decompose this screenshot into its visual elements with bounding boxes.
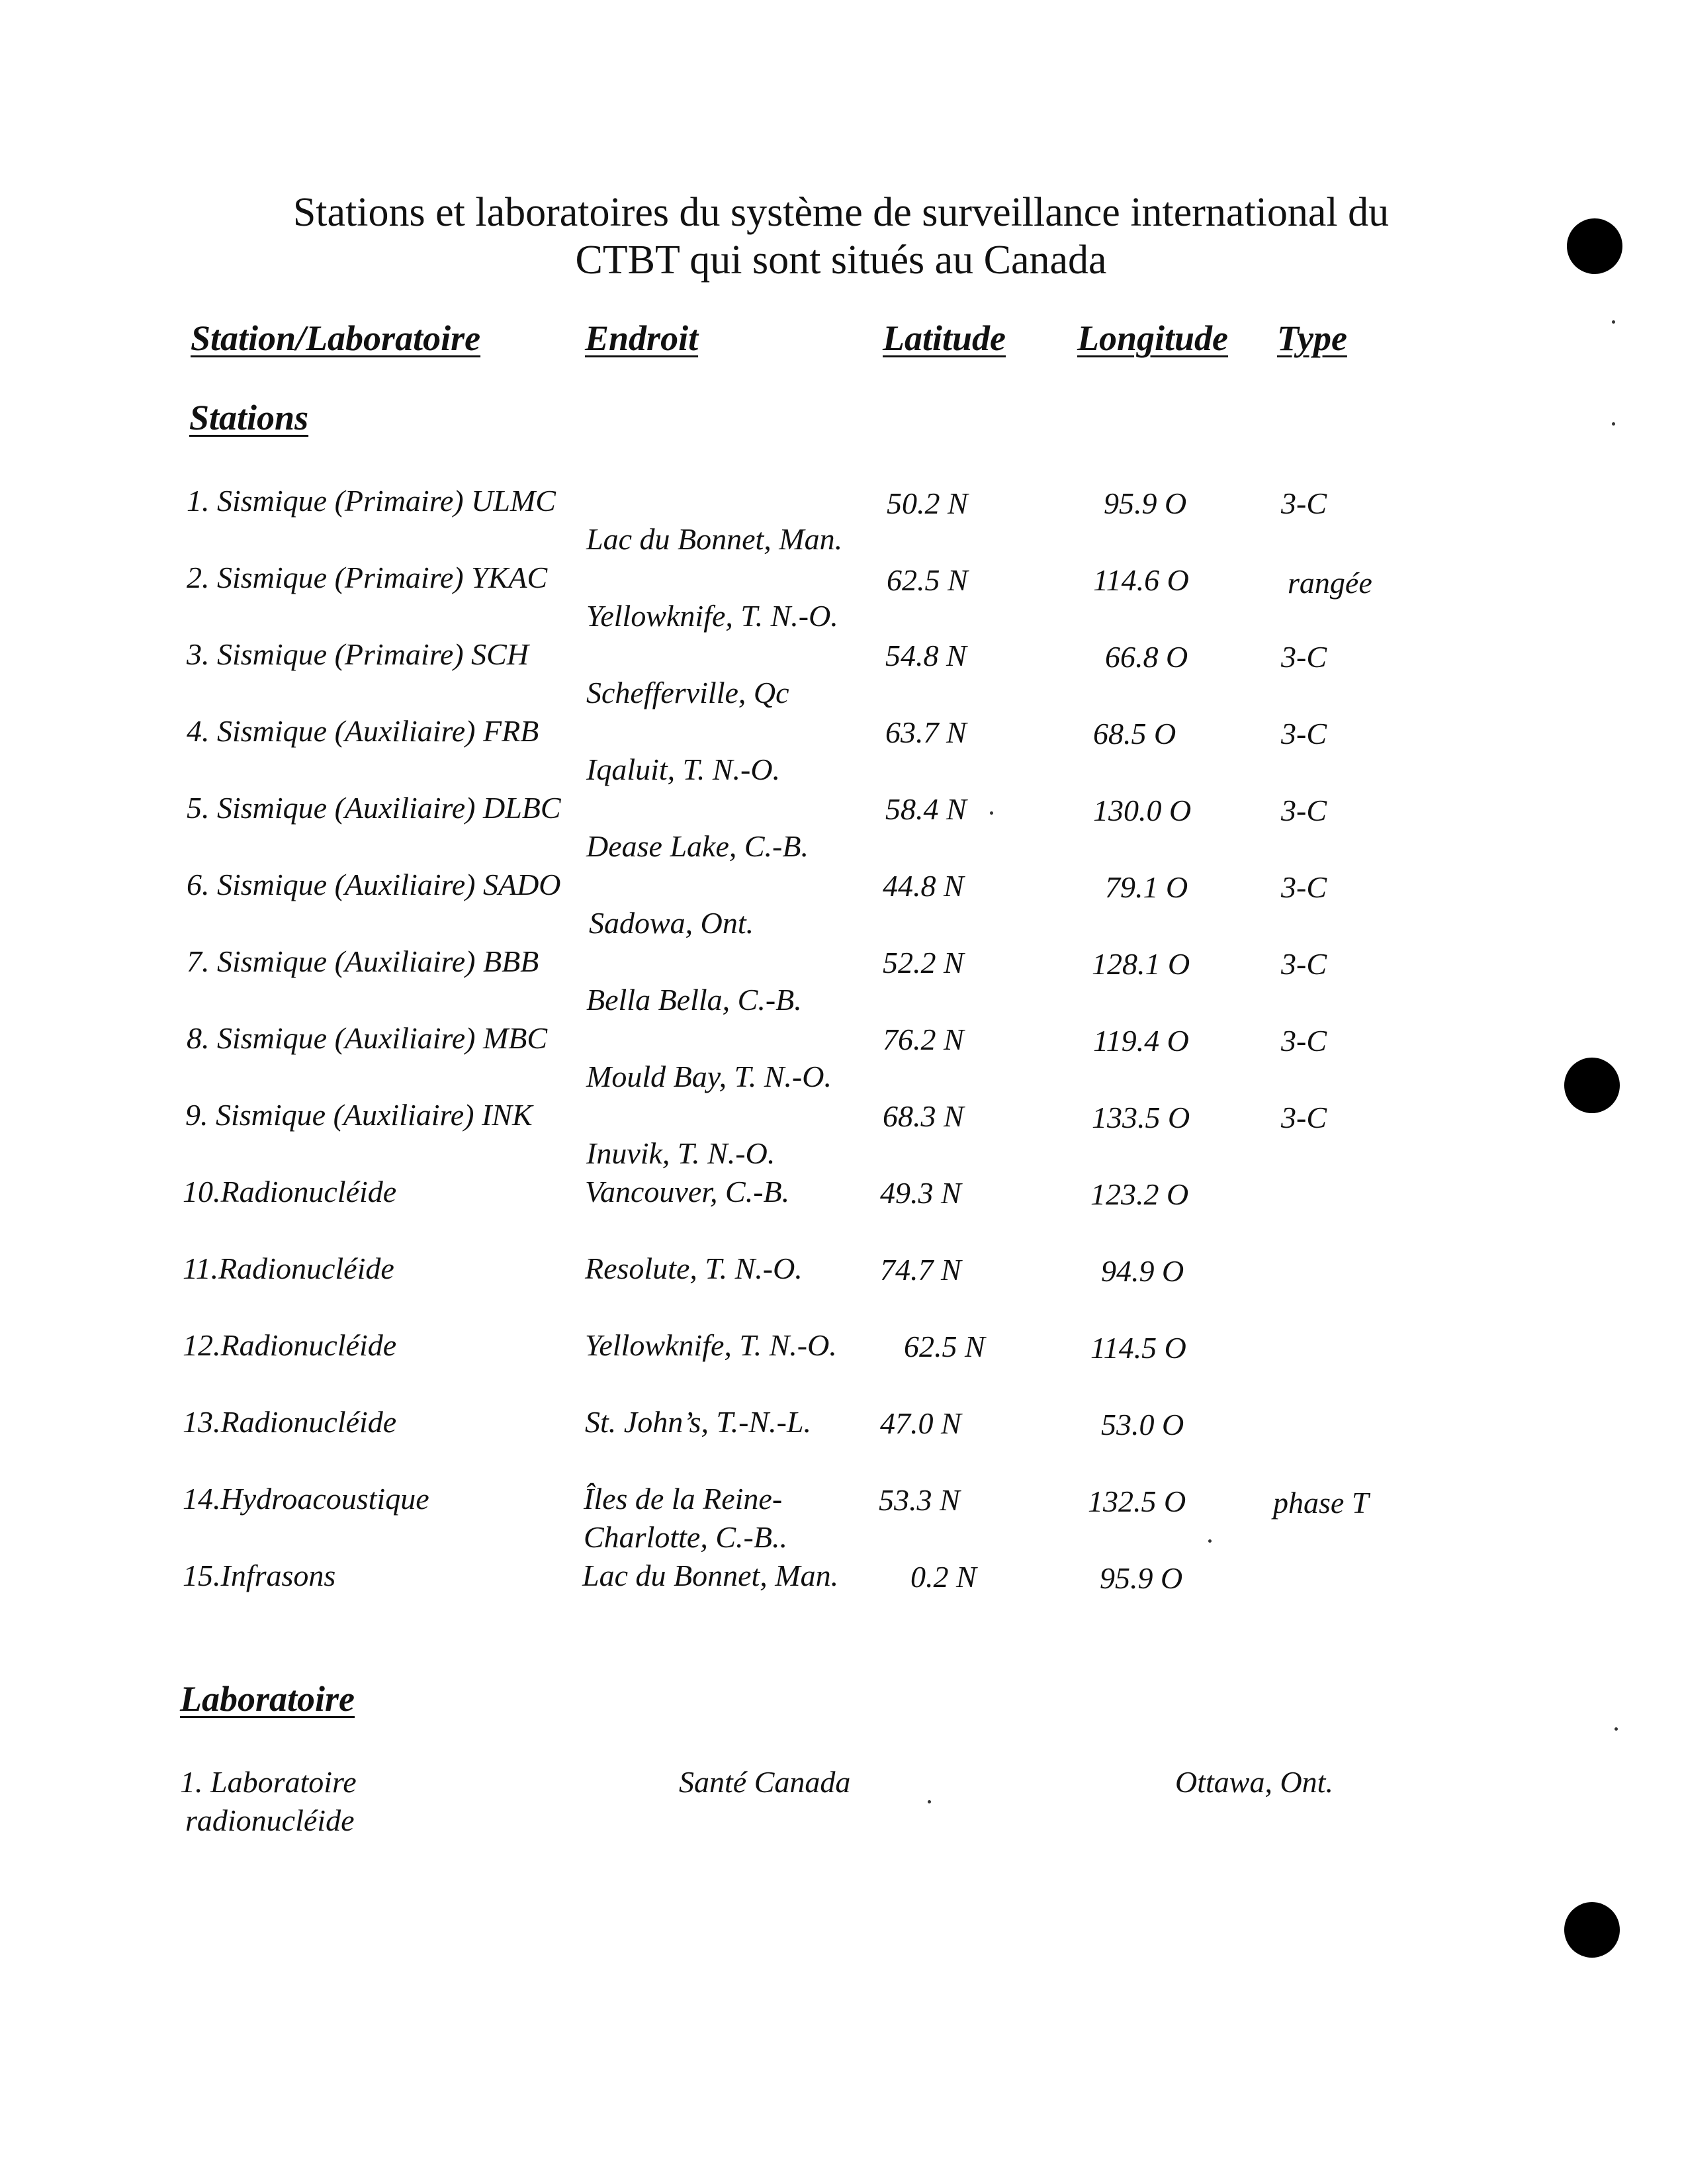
- station-type: 3-C: [1281, 870, 1327, 904]
- binder-hole: [1564, 1902, 1620, 1958]
- station-location: Inuvik, T. N.-O.: [586, 1136, 775, 1170]
- header-type: Type: [1277, 318, 1347, 358]
- station-type: 3-C: [1281, 947, 1327, 981]
- laboratory-heading: Laboratoire: [180, 1679, 355, 1719]
- laboratory-organization: Santé Canada: [679, 1765, 851, 1799]
- station-latitude: 76.2 N: [883, 1023, 964, 1056]
- station-name: 15.Infrasons: [183, 1559, 336, 1592]
- scan-speck: [1208, 1539, 1212, 1543]
- station-name: 9. Sismique (Auxiliaire) INK: [185, 1098, 533, 1132]
- station-name: 3. Sismique (Primaire) SCH: [187, 637, 529, 671]
- station-location: Bella Bella, C.-B.: [586, 983, 802, 1017]
- station-longitude: 79.1 O: [1105, 870, 1188, 904]
- header-longitude: Longitude: [1077, 318, 1229, 358]
- station-name: 10.Radionucléide: [183, 1175, 397, 1208]
- station-latitude: 47.0 N: [880, 1406, 961, 1440]
- station-type: 3-C: [1281, 1024, 1327, 1058]
- station-location: Schefferville, Qc: [586, 676, 789, 709]
- station-name: 11.Radionucléide: [183, 1251, 394, 1285]
- scan-speck: [928, 1800, 931, 1803]
- scan-speck: [1612, 422, 1615, 426]
- station-longitude: 95.9 O: [1100, 1561, 1183, 1595]
- station-type: 3-C: [1281, 717, 1327, 751]
- laboratory-city: Ottawa, Ont.: [1175, 1765, 1333, 1799]
- station-latitude: 44.8 N: [883, 869, 964, 903]
- station-longitude: 123.2 O: [1090, 1177, 1189, 1211]
- station-name: 7. Sismique (Auxiliaire) BBB: [187, 944, 539, 978]
- scan-speck: [990, 811, 993, 815]
- station-location-line-2: Charlotte, C.-B..: [584, 1520, 787, 1554]
- station-longitude: 66.8 O: [1105, 640, 1188, 674]
- station-location: Lac du Bonnet, Man.: [586, 522, 843, 556]
- station-name: 4. Sismique (Auxiliaire) FRB: [187, 714, 539, 748]
- station-longitude: 119.4 O: [1093, 1024, 1189, 1058]
- station-longitude: 133.5 O: [1092, 1101, 1190, 1134]
- station-name: 13.Radionucléide: [183, 1405, 397, 1439]
- station-latitude: 62.5 N: [887, 563, 968, 597]
- station-longitude: 130.0 O: [1093, 794, 1192, 827]
- station-name: 5. Sismique (Auxiliaire) DLBC: [187, 791, 561, 825]
- binder-hole: [1564, 1058, 1620, 1113]
- station-longitude: 128.1 O: [1092, 947, 1190, 981]
- page-title-line-2: CTBT qui sont situés au Canada: [575, 238, 1107, 283]
- station-latitude: 0.2 N: [910, 1560, 977, 1594]
- laboratory-name: 1. Laboratoire: [180, 1765, 357, 1799]
- station-latitude: 74.7 N: [880, 1253, 961, 1287]
- header-endroit: Endroit: [585, 318, 699, 358]
- station-location: Mould Bay, T. N.-O.: [586, 1060, 832, 1093]
- station-latitude: 58.4 N: [885, 792, 967, 826]
- scan-speck: [1612, 320, 1615, 324]
- station-latitude: 68.3 N: [883, 1099, 964, 1133]
- station-latitude: 50.2 N: [887, 486, 968, 520]
- station-location: St. John’s, T.-N.-L.: [585, 1405, 812, 1439]
- scan-speck: [1615, 1727, 1618, 1731]
- station-location: Vancouver, C.-B.: [585, 1175, 790, 1208]
- station-location: Îles de la Reine-: [584, 1482, 783, 1516]
- station-name: 8. Sismique (Auxiliaire) MBC: [187, 1021, 548, 1055]
- station-latitude: 54.8 N: [885, 639, 967, 672]
- station-longitude: 114.5 O: [1090, 1331, 1186, 1365]
- station-type: phase T: [1273, 1486, 1369, 1520]
- station-latitude: 49.3 N: [880, 1176, 961, 1210]
- station-name: 6. Sismique (Auxiliaire) SADO: [187, 868, 561, 901]
- stations-heading: Stations: [189, 398, 309, 437]
- laboratory-name-line-2: radionucléide: [185, 1803, 355, 1837]
- page-title-line-1: Stations et laboratoires du système de surveillance international du: [292, 190, 1390, 235]
- station-longitude: 68.5 O: [1093, 717, 1176, 751]
- station-longitude: 94.9 O: [1101, 1254, 1184, 1288]
- station-latitude: 62.5 N: [904, 1330, 985, 1363]
- station-longitude: 132.5 O: [1088, 1484, 1186, 1518]
- station-location: Lac du Bonnet, Man.: [582, 1559, 839, 1592]
- station-type: 3-C: [1281, 794, 1327, 827]
- station-location: Resolute, T. N.-O.: [585, 1251, 803, 1285]
- station-location: Iqaluit, T. N.-O.: [586, 752, 781, 786]
- station-type: 3-C: [1281, 1101, 1327, 1134]
- station-location: Sadowa, Ont.: [589, 906, 754, 940]
- header-latitude: Latitude: [883, 318, 1006, 358]
- station-longitude: 114.6 O: [1093, 563, 1189, 597]
- header-station: Station/Laboratoire: [191, 318, 481, 358]
- binder-hole: [1567, 218, 1622, 274]
- station-latitude: 53.3 N: [879, 1483, 960, 1517]
- station-name: 1. Sismique (Primaire) ULMC: [187, 484, 556, 518]
- station-latitude: 63.7 N: [885, 715, 967, 749]
- station-name: 12.Radionucléide: [183, 1328, 397, 1362]
- station-type: rangée: [1288, 566, 1372, 600]
- station-name: 2. Sismique (Primaire) YKAC: [187, 561, 548, 594]
- station-location: Yellowknife, T. N.-O.: [586, 599, 838, 633]
- station-longitude: 53.0 O: [1101, 1408, 1184, 1441]
- station-name: 14.Hydroacoustique: [183, 1482, 429, 1516]
- station-longitude: 95.9 O: [1104, 486, 1187, 520]
- station-type: 3-C: [1281, 640, 1327, 674]
- station-location: Yellowknife, T. N.-O.: [585, 1328, 837, 1362]
- station-type: 3-C: [1281, 486, 1327, 520]
- station-location: Dease Lake, C.-B.: [586, 829, 809, 863]
- station-latitude: 52.2 N: [883, 946, 964, 979]
